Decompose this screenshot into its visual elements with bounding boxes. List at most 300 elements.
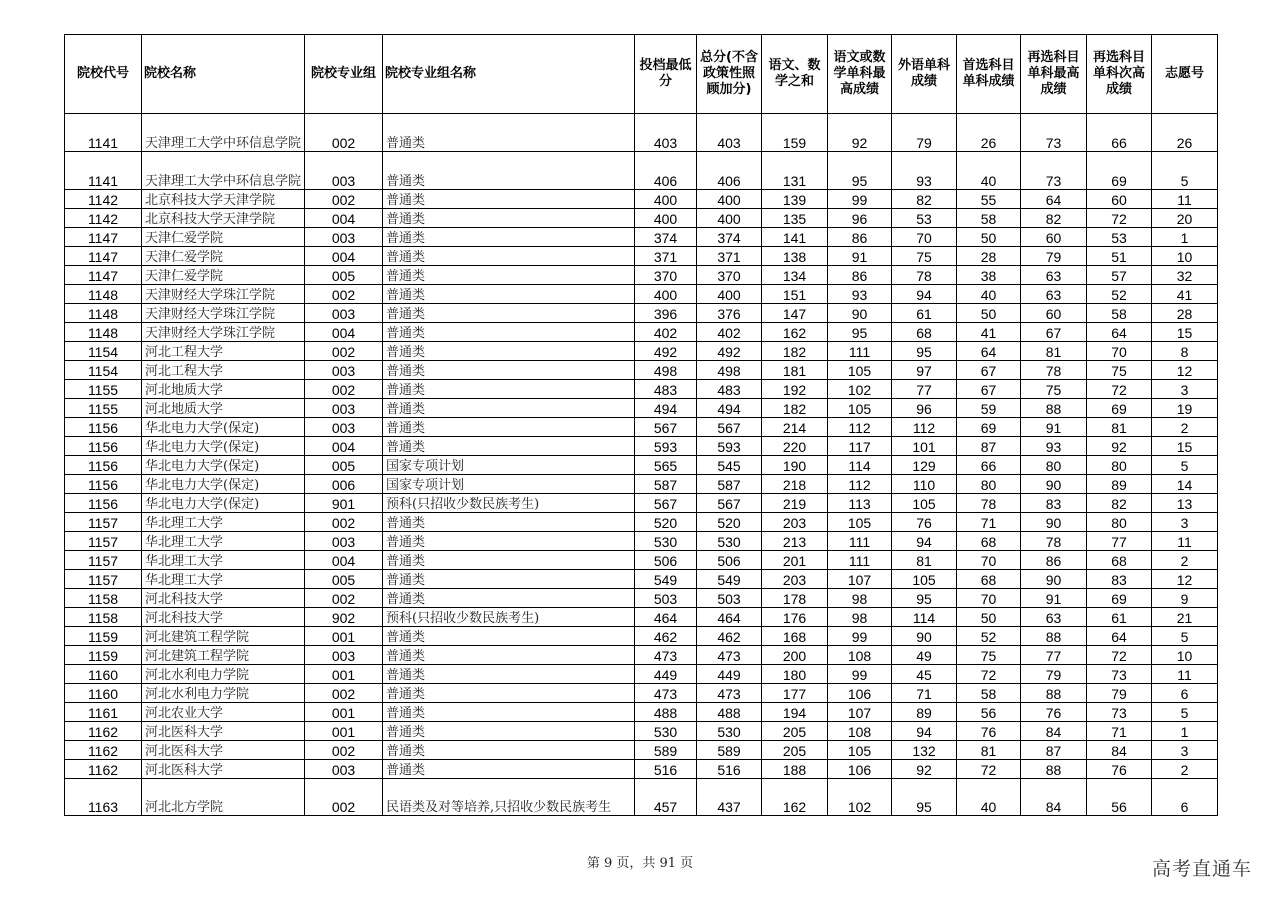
table-row xyxy=(65,209,1218,228)
cell-preference-number: 28 xyxy=(1152,304,1218,323)
cell-group-name: 普通类 xyxy=(383,532,635,551)
cell-first-subject: 67 xyxy=(957,361,1021,380)
cell-first-subject: 59 xyxy=(957,399,1021,418)
cell-school-code: 1147 xyxy=(65,247,142,266)
table-row xyxy=(65,741,1218,760)
cell-chinese-math-sum: 147 xyxy=(762,304,828,323)
cell-elective-max: 73 xyxy=(1021,114,1087,152)
cell-school-code: 1163 xyxy=(65,779,142,816)
cell-min-score: 587 xyxy=(635,475,697,494)
cell-foreign-language: 95 xyxy=(892,779,957,816)
cell-group-name: 普通类 xyxy=(383,190,635,209)
cell-school-name: 天津财经大学珠江学院 xyxy=(142,285,305,304)
cell-preference-number: 6 xyxy=(1152,684,1218,703)
cell-total-score: 371 xyxy=(697,247,762,266)
cell-elective-max: 77 xyxy=(1021,646,1087,665)
cell-total-score: 593 xyxy=(697,437,762,456)
cell-min-score: 492 xyxy=(635,342,697,361)
cell-school-name: 河北水利电力学院 xyxy=(142,665,305,684)
table-row xyxy=(65,722,1218,741)
cell-group-name: 普通类 xyxy=(383,437,635,456)
cell-min-score: 488 xyxy=(635,703,697,722)
cell-school-code: 1157 xyxy=(65,551,142,570)
cell-foreign-language: 114 xyxy=(892,608,957,627)
cell-min-score: 530 xyxy=(635,532,697,551)
cell-foreign-language: 90 xyxy=(892,627,957,646)
cell-group-name: 普通类 xyxy=(383,703,635,722)
cell-chinese-math-sum: 188 xyxy=(762,760,828,779)
cell-total-score: 449 xyxy=(697,665,762,684)
cell-group-name: 普通类 xyxy=(383,551,635,570)
cell-total-score: 589 xyxy=(697,741,762,760)
header-group-code: 院校专业组 xyxy=(305,35,383,114)
cell-chinese-math-sum: 177 xyxy=(762,684,828,703)
table-row xyxy=(65,551,1218,570)
cell-foreign-language: 71 xyxy=(892,684,957,703)
cell-total-score: 506 xyxy=(697,551,762,570)
cell-preference-number: 12 xyxy=(1152,570,1218,589)
cell-chinese-math-max: 106 xyxy=(828,760,892,779)
cell-first-subject: 50 xyxy=(957,608,1021,627)
cell-elective-second: 66 xyxy=(1087,114,1152,152)
cell-elective-second: 71 xyxy=(1087,722,1152,741)
cell-preference-number: 2 xyxy=(1152,418,1218,437)
cell-first-subject: 70 xyxy=(957,551,1021,570)
cell-school-code: 1148 xyxy=(65,323,142,342)
table-row xyxy=(65,760,1218,779)
cell-group-name: 普通类 xyxy=(383,114,635,152)
cell-school-name: 河北工程大学 xyxy=(142,342,305,361)
cell-school-name: 天津仁爱学院 xyxy=(142,228,305,247)
cell-chinese-math-max: 107 xyxy=(828,570,892,589)
cell-elective-max: 88 xyxy=(1021,627,1087,646)
table-header-row xyxy=(65,35,1218,114)
cell-school-code: 1154 xyxy=(65,342,142,361)
cell-preference-number: 10 xyxy=(1152,646,1218,665)
cell-school-code: 1142 xyxy=(65,209,142,228)
table-row xyxy=(65,380,1218,399)
cell-school-name: 北京科技大学天津学院 xyxy=(142,190,305,209)
cell-school-name: 天津财经大学珠江学院 xyxy=(142,304,305,323)
cell-group-code: 006 xyxy=(305,475,383,494)
cell-group-code: 001 xyxy=(305,722,383,741)
cell-first-subject: 58 xyxy=(957,684,1021,703)
cell-elective-max: 79 xyxy=(1021,665,1087,684)
cell-group-name: 普通类 xyxy=(383,684,635,703)
cell-first-subject: 75 xyxy=(957,646,1021,665)
cell-school-name: 天津理工大学中环信息学院 xyxy=(142,152,305,190)
cell-chinese-math-max: 107 xyxy=(828,703,892,722)
cell-group-code: 005 xyxy=(305,456,383,475)
cell-group-code: 901 xyxy=(305,494,383,513)
cell-first-subject: 40 xyxy=(957,285,1021,304)
cell-min-score: 449 xyxy=(635,665,697,684)
cell-chinese-math-sum: 203 xyxy=(762,570,828,589)
cell-chinese-math-max: 105 xyxy=(828,361,892,380)
cell-elective-second: 81 xyxy=(1087,418,1152,437)
cell-elective-second: 58 xyxy=(1087,304,1152,323)
cell-chinese-math-sum: 219 xyxy=(762,494,828,513)
cell-group-code: 002 xyxy=(305,114,383,152)
cell-chinese-math-sum: 159 xyxy=(762,114,828,152)
cell-elective-max: 64 xyxy=(1021,190,1087,209)
table-row xyxy=(65,418,1218,437)
cell-group-code: 003 xyxy=(305,361,383,380)
cell-school-code: 1158 xyxy=(65,608,142,627)
cell-total-score: 473 xyxy=(697,684,762,703)
cell-school-name: 天津理工大学中环信息学院 xyxy=(142,114,305,152)
cell-group-code: 005 xyxy=(305,570,383,589)
cell-elective-max: 84 xyxy=(1021,779,1087,816)
cell-first-subject: 71 xyxy=(957,513,1021,532)
cell-school-name: 华北电力大学(保定) xyxy=(142,418,305,437)
cell-min-score: 483 xyxy=(635,380,697,399)
cell-preference-number: 3 xyxy=(1152,513,1218,532)
cell-school-name: 河北地质大学 xyxy=(142,380,305,399)
cell-school-code: 1158 xyxy=(65,589,142,608)
header-total-score: 总分(不含政策性照顾加分) xyxy=(697,35,762,114)
cell-group-name: 普通类 xyxy=(383,399,635,418)
cell-foreign-language: 105 xyxy=(892,570,957,589)
cell-chinese-math-sum: 168 xyxy=(762,627,828,646)
table-row xyxy=(65,608,1218,627)
cell-foreign-language: 105 xyxy=(892,494,957,513)
cell-chinese-math-max: 102 xyxy=(828,779,892,816)
cell-min-score: 567 xyxy=(635,418,697,437)
cell-group-code: 004 xyxy=(305,323,383,342)
cell-total-score: 376 xyxy=(697,304,762,323)
cell-school-name: 河北建筑工程学院 xyxy=(142,646,305,665)
cell-school-code: 1154 xyxy=(65,361,142,380)
cell-foreign-language: 70 xyxy=(892,228,957,247)
cell-elective-max: 63 xyxy=(1021,608,1087,627)
cell-group-name: 普通类 xyxy=(383,380,635,399)
cell-first-subject: 70 xyxy=(957,589,1021,608)
cell-school-name: 华北理工大学 xyxy=(142,513,305,532)
cell-chinese-math-sum: 190 xyxy=(762,456,828,475)
cell-chinese-math-max: 95 xyxy=(828,323,892,342)
cell-elective-max: 60 xyxy=(1021,304,1087,323)
cell-min-score: 473 xyxy=(635,684,697,703)
cell-school-code: 1161 xyxy=(65,703,142,722)
cell-total-score: 402 xyxy=(697,323,762,342)
header-chinese-math-sum: 语文、数学之和 xyxy=(762,35,828,114)
table-row xyxy=(65,646,1218,665)
cell-chinese-math-max: 96 xyxy=(828,209,892,228)
table-row xyxy=(65,475,1218,494)
cell-preference-number: 8 xyxy=(1152,342,1218,361)
header-first-subject: 首选科目单科成绩 xyxy=(957,35,1021,114)
cell-group-name: 普通类 xyxy=(383,266,635,285)
cell-total-score: 464 xyxy=(697,608,762,627)
cell-elective-second: 80 xyxy=(1087,513,1152,532)
cell-chinese-math-max: 105 xyxy=(828,513,892,532)
cell-school-code: 1157 xyxy=(65,513,142,532)
cell-group-name: 普通类 xyxy=(383,418,635,437)
cell-chinese-math-sum: 182 xyxy=(762,342,828,361)
cell-elective-max: 78 xyxy=(1021,361,1087,380)
cell-group-name: 普通类 xyxy=(383,741,635,760)
cell-chinese-math-sum: 200 xyxy=(762,646,828,665)
cell-min-score: 462 xyxy=(635,627,697,646)
cell-preference-number: 6 xyxy=(1152,779,1218,816)
cell-foreign-language: 112 xyxy=(892,418,957,437)
cell-chinese-math-max: 106 xyxy=(828,684,892,703)
cell-school-name: 华北理工大学 xyxy=(142,570,305,589)
cell-total-score: 370 xyxy=(697,266,762,285)
cell-chinese-math-max: 86 xyxy=(828,228,892,247)
cell-school-code: 1155 xyxy=(65,399,142,418)
cell-first-subject: 67 xyxy=(957,380,1021,399)
cell-first-subject: 50 xyxy=(957,304,1021,323)
cell-preference-number: 2 xyxy=(1152,760,1218,779)
table-row xyxy=(65,703,1218,722)
cell-chinese-math-sum: 176 xyxy=(762,608,828,627)
cell-chinese-math-sum: 135 xyxy=(762,209,828,228)
cell-total-score: 400 xyxy=(697,285,762,304)
cell-total-score: 567 xyxy=(697,418,762,437)
cell-min-score: 567 xyxy=(635,494,697,513)
header-school-name: 院校名称 xyxy=(142,35,305,114)
cell-total-score: 400 xyxy=(697,190,762,209)
cell-chinese-math-sum: 162 xyxy=(762,323,828,342)
cell-school-code: 1142 xyxy=(65,190,142,209)
cell-elective-max: 88 xyxy=(1021,399,1087,418)
cell-preference-number: 12 xyxy=(1152,361,1218,380)
cell-min-score: 589 xyxy=(635,741,697,760)
table-row xyxy=(65,589,1218,608)
cell-preference-number: 26 xyxy=(1152,114,1218,152)
cell-group-code: 002 xyxy=(305,589,383,608)
cell-foreign-language: 49 xyxy=(892,646,957,665)
cell-elective-max: 81 xyxy=(1021,342,1087,361)
cell-min-score: 464 xyxy=(635,608,697,627)
cell-foreign-language: 53 xyxy=(892,209,957,228)
cell-chinese-math-max: 95 xyxy=(828,152,892,190)
cell-school-name: 河北医科大学 xyxy=(142,722,305,741)
cell-elective-max: 75 xyxy=(1021,380,1087,399)
cell-elective-max: 88 xyxy=(1021,684,1087,703)
cell-preference-number: 1 xyxy=(1152,228,1218,247)
cell-total-score: 488 xyxy=(697,703,762,722)
cell-elective-max: 93 xyxy=(1021,437,1087,456)
cell-chinese-math-sum: 214 xyxy=(762,418,828,437)
cell-elective-max: 88 xyxy=(1021,760,1087,779)
cell-preference-number: 9 xyxy=(1152,589,1218,608)
cell-chinese-math-max: 111 xyxy=(828,532,892,551)
cell-min-score: 457 xyxy=(635,779,697,816)
cell-first-subject: 81 xyxy=(957,741,1021,760)
cell-group-name: 普通类 xyxy=(383,285,635,304)
cell-foreign-language: 92 xyxy=(892,760,957,779)
cell-group-code: 002 xyxy=(305,684,383,703)
cell-chinese-math-sum: 205 xyxy=(762,722,828,741)
table-row xyxy=(65,114,1218,152)
cell-group-code: 001 xyxy=(305,703,383,722)
cell-first-subject: 87 xyxy=(957,437,1021,456)
cell-min-score: 549 xyxy=(635,570,697,589)
cell-preference-number: 2 xyxy=(1152,551,1218,570)
table-row xyxy=(65,361,1218,380)
cell-total-score: 549 xyxy=(697,570,762,589)
cell-chinese-math-sum: 220 xyxy=(762,437,828,456)
cell-min-score: 374 xyxy=(635,228,697,247)
cell-foreign-language: 78 xyxy=(892,266,957,285)
cell-group-name: 普通类 xyxy=(383,323,635,342)
cell-group-name: 普通类 xyxy=(383,342,635,361)
cell-group-name: 普通类 xyxy=(383,722,635,741)
cell-elective-second: 80 xyxy=(1087,456,1152,475)
cell-chinese-math-max: 105 xyxy=(828,399,892,418)
cell-preference-number: 3 xyxy=(1152,741,1218,760)
cell-school-name: 河北科技大学 xyxy=(142,608,305,627)
cell-school-name: 河北科技大学 xyxy=(142,589,305,608)
cell-elective-second: 72 xyxy=(1087,380,1152,399)
cell-chinese-math-sum: 201 xyxy=(762,551,828,570)
table-row xyxy=(65,513,1218,532)
cell-chinese-math-max: 117 xyxy=(828,437,892,456)
cell-chinese-math-sum: 182 xyxy=(762,399,828,418)
cell-preference-number: 32 xyxy=(1152,266,1218,285)
cell-group-name: 预科(只招收少数民族考生) xyxy=(383,494,635,513)
cell-group-code: 004 xyxy=(305,209,383,228)
cell-min-score: 402 xyxy=(635,323,697,342)
page-number: 第 9 页，共 91 页 xyxy=(586,856,694,871)
cell-foreign-language: 94 xyxy=(892,532,957,551)
table-row xyxy=(65,456,1218,475)
cell-elective-second: 69 xyxy=(1087,152,1152,190)
cell-group-name: 预科(只招收少数民族考生) xyxy=(383,608,635,627)
table-row xyxy=(65,285,1218,304)
cell-group-name: 普通类 xyxy=(383,228,635,247)
cell-elective-max: 76 xyxy=(1021,703,1087,722)
cell-chinese-math-max: 108 xyxy=(828,722,892,741)
cell-total-score: 473 xyxy=(697,646,762,665)
cell-total-score: 494 xyxy=(697,399,762,418)
cell-school-code: 1162 xyxy=(65,722,142,741)
table-row xyxy=(65,399,1218,418)
cell-school-code: 1157 xyxy=(65,532,142,551)
cell-elective-second: 53 xyxy=(1087,228,1152,247)
cell-preference-number: 21 xyxy=(1152,608,1218,627)
cell-foreign-language: 110 xyxy=(892,475,957,494)
cell-chinese-math-sum: 213 xyxy=(762,532,828,551)
cell-group-name: 普通类 xyxy=(383,209,635,228)
cell-school-name: 华北电力大学(保定) xyxy=(142,494,305,513)
cell-chinese-math-max: 112 xyxy=(828,475,892,494)
cell-first-subject: 55 xyxy=(957,190,1021,209)
cell-first-subject: 26 xyxy=(957,114,1021,152)
cell-elective-second: 92 xyxy=(1087,437,1152,456)
cell-elective-max: 83 xyxy=(1021,494,1087,513)
cell-preference-number: 3 xyxy=(1152,380,1218,399)
cell-elective-second: 64 xyxy=(1087,627,1152,646)
table-row xyxy=(65,665,1218,684)
cell-elective-second: 51 xyxy=(1087,247,1152,266)
cell-group-name: 国家专项计划 xyxy=(383,475,635,494)
cell-school-name: 河北建筑工程学院 xyxy=(142,627,305,646)
header-chinese-math-max: 语文或数学单科最高成绩 xyxy=(828,35,892,114)
table-row xyxy=(65,532,1218,551)
cell-total-score: 374 xyxy=(697,228,762,247)
cell-group-code: 002 xyxy=(305,190,383,209)
cell-chinese-math-sum: 194 xyxy=(762,703,828,722)
cell-first-subject: 38 xyxy=(957,266,1021,285)
cell-total-score: 530 xyxy=(697,532,762,551)
cell-foreign-language: 96 xyxy=(892,399,957,418)
cell-group-code: 001 xyxy=(305,627,383,646)
cell-foreign-language: 79 xyxy=(892,114,957,152)
cell-elective-max: 91 xyxy=(1021,589,1087,608)
cell-chinese-math-sum: 138 xyxy=(762,247,828,266)
cell-group-name: 国家专项计划 xyxy=(383,456,635,475)
cell-min-score: 400 xyxy=(635,190,697,209)
table-row xyxy=(65,152,1218,190)
cell-first-subject: 76 xyxy=(957,722,1021,741)
cell-foreign-language: 95 xyxy=(892,589,957,608)
cell-min-score: 530 xyxy=(635,722,697,741)
cell-elective-second: 57 xyxy=(1087,266,1152,285)
cell-school-code: 1159 xyxy=(65,646,142,665)
admission-score-table xyxy=(64,34,1218,816)
cell-preference-number: 11 xyxy=(1152,665,1218,684)
cell-group-name: 普通类 xyxy=(383,152,635,190)
cell-preference-number: 11 xyxy=(1152,190,1218,209)
cell-total-score: 516 xyxy=(697,760,762,779)
cell-elective-max: 91 xyxy=(1021,418,1087,437)
cell-group-code: 004 xyxy=(305,437,383,456)
cell-foreign-language: 89 xyxy=(892,703,957,722)
cell-foreign-language: 97 xyxy=(892,361,957,380)
cell-total-score: 462 xyxy=(697,627,762,646)
cell-chinese-math-max: 102 xyxy=(828,380,892,399)
cell-first-subject: 72 xyxy=(957,760,1021,779)
cell-school-name: 河北北方学院 xyxy=(142,779,305,816)
cell-min-score: 400 xyxy=(635,209,697,228)
cell-group-code: 003 xyxy=(305,532,383,551)
cell-first-subject: 40 xyxy=(957,152,1021,190)
cell-group-name: 普通类 xyxy=(383,760,635,779)
cell-school-name: 北京科技大学天津学院 xyxy=(142,209,305,228)
table-row xyxy=(65,190,1218,209)
cell-elective-second: 69 xyxy=(1087,399,1152,418)
cell-chinese-math-sum: 131 xyxy=(762,152,828,190)
table-row xyxy=(65,228,1218,247)
cell-min-score: 473 xyxy=(635,646,697,665)
cell-preference-number: 14 xyxy=(1152,475,1218,494)
cell-first-subject: 78 xyxy=(957,494,1021,513)
cell-school-name: 河北工程大学 xyxy=(142,361,305,380)
cell-elective-second: 61 xyxy=(1087,608,1152,627)
cell-chinese-math-max: 114 xyxy=(828,456,892,475)
cell-group-code: 004 xyxy=(305,247,383,266)
cell-chinese-math-max: 105 xyxy=(828,741,892,760)
cell-chinese-math-sum: 178 xyxy=(762,589,828,608)
cell-min-score: 406 xyxy=(635,152,697,190)
header-school-code: 院校代号 xyxy=(65,35,142,114)
table-row xyxy=(65,684,1218,703)
table-row xyxy=(65,266,1218,285)
cell-min-score: 516 xyxy=(635,760,697,779)
cell-foreign-language: 81 xyxy=(892,551,957,570)
cell-elective-second: 56 xyxy=(1087,779,1152,816)
cell-elective-second: 68 xyxy=(1087,551,1152,570)
cell-school-code: 1157 xyxy=(65,570,142,589)
cell-group-name: 普通类 xyxy=(383,627,635,646)
cell-school-code: 1148 xyxy=(65,285,142,304)
cell-school-code: 1160 xyxy=(65,684,142,703)
header-preference-number: 志愿号 xyxy=(1152,35,1218,114)
